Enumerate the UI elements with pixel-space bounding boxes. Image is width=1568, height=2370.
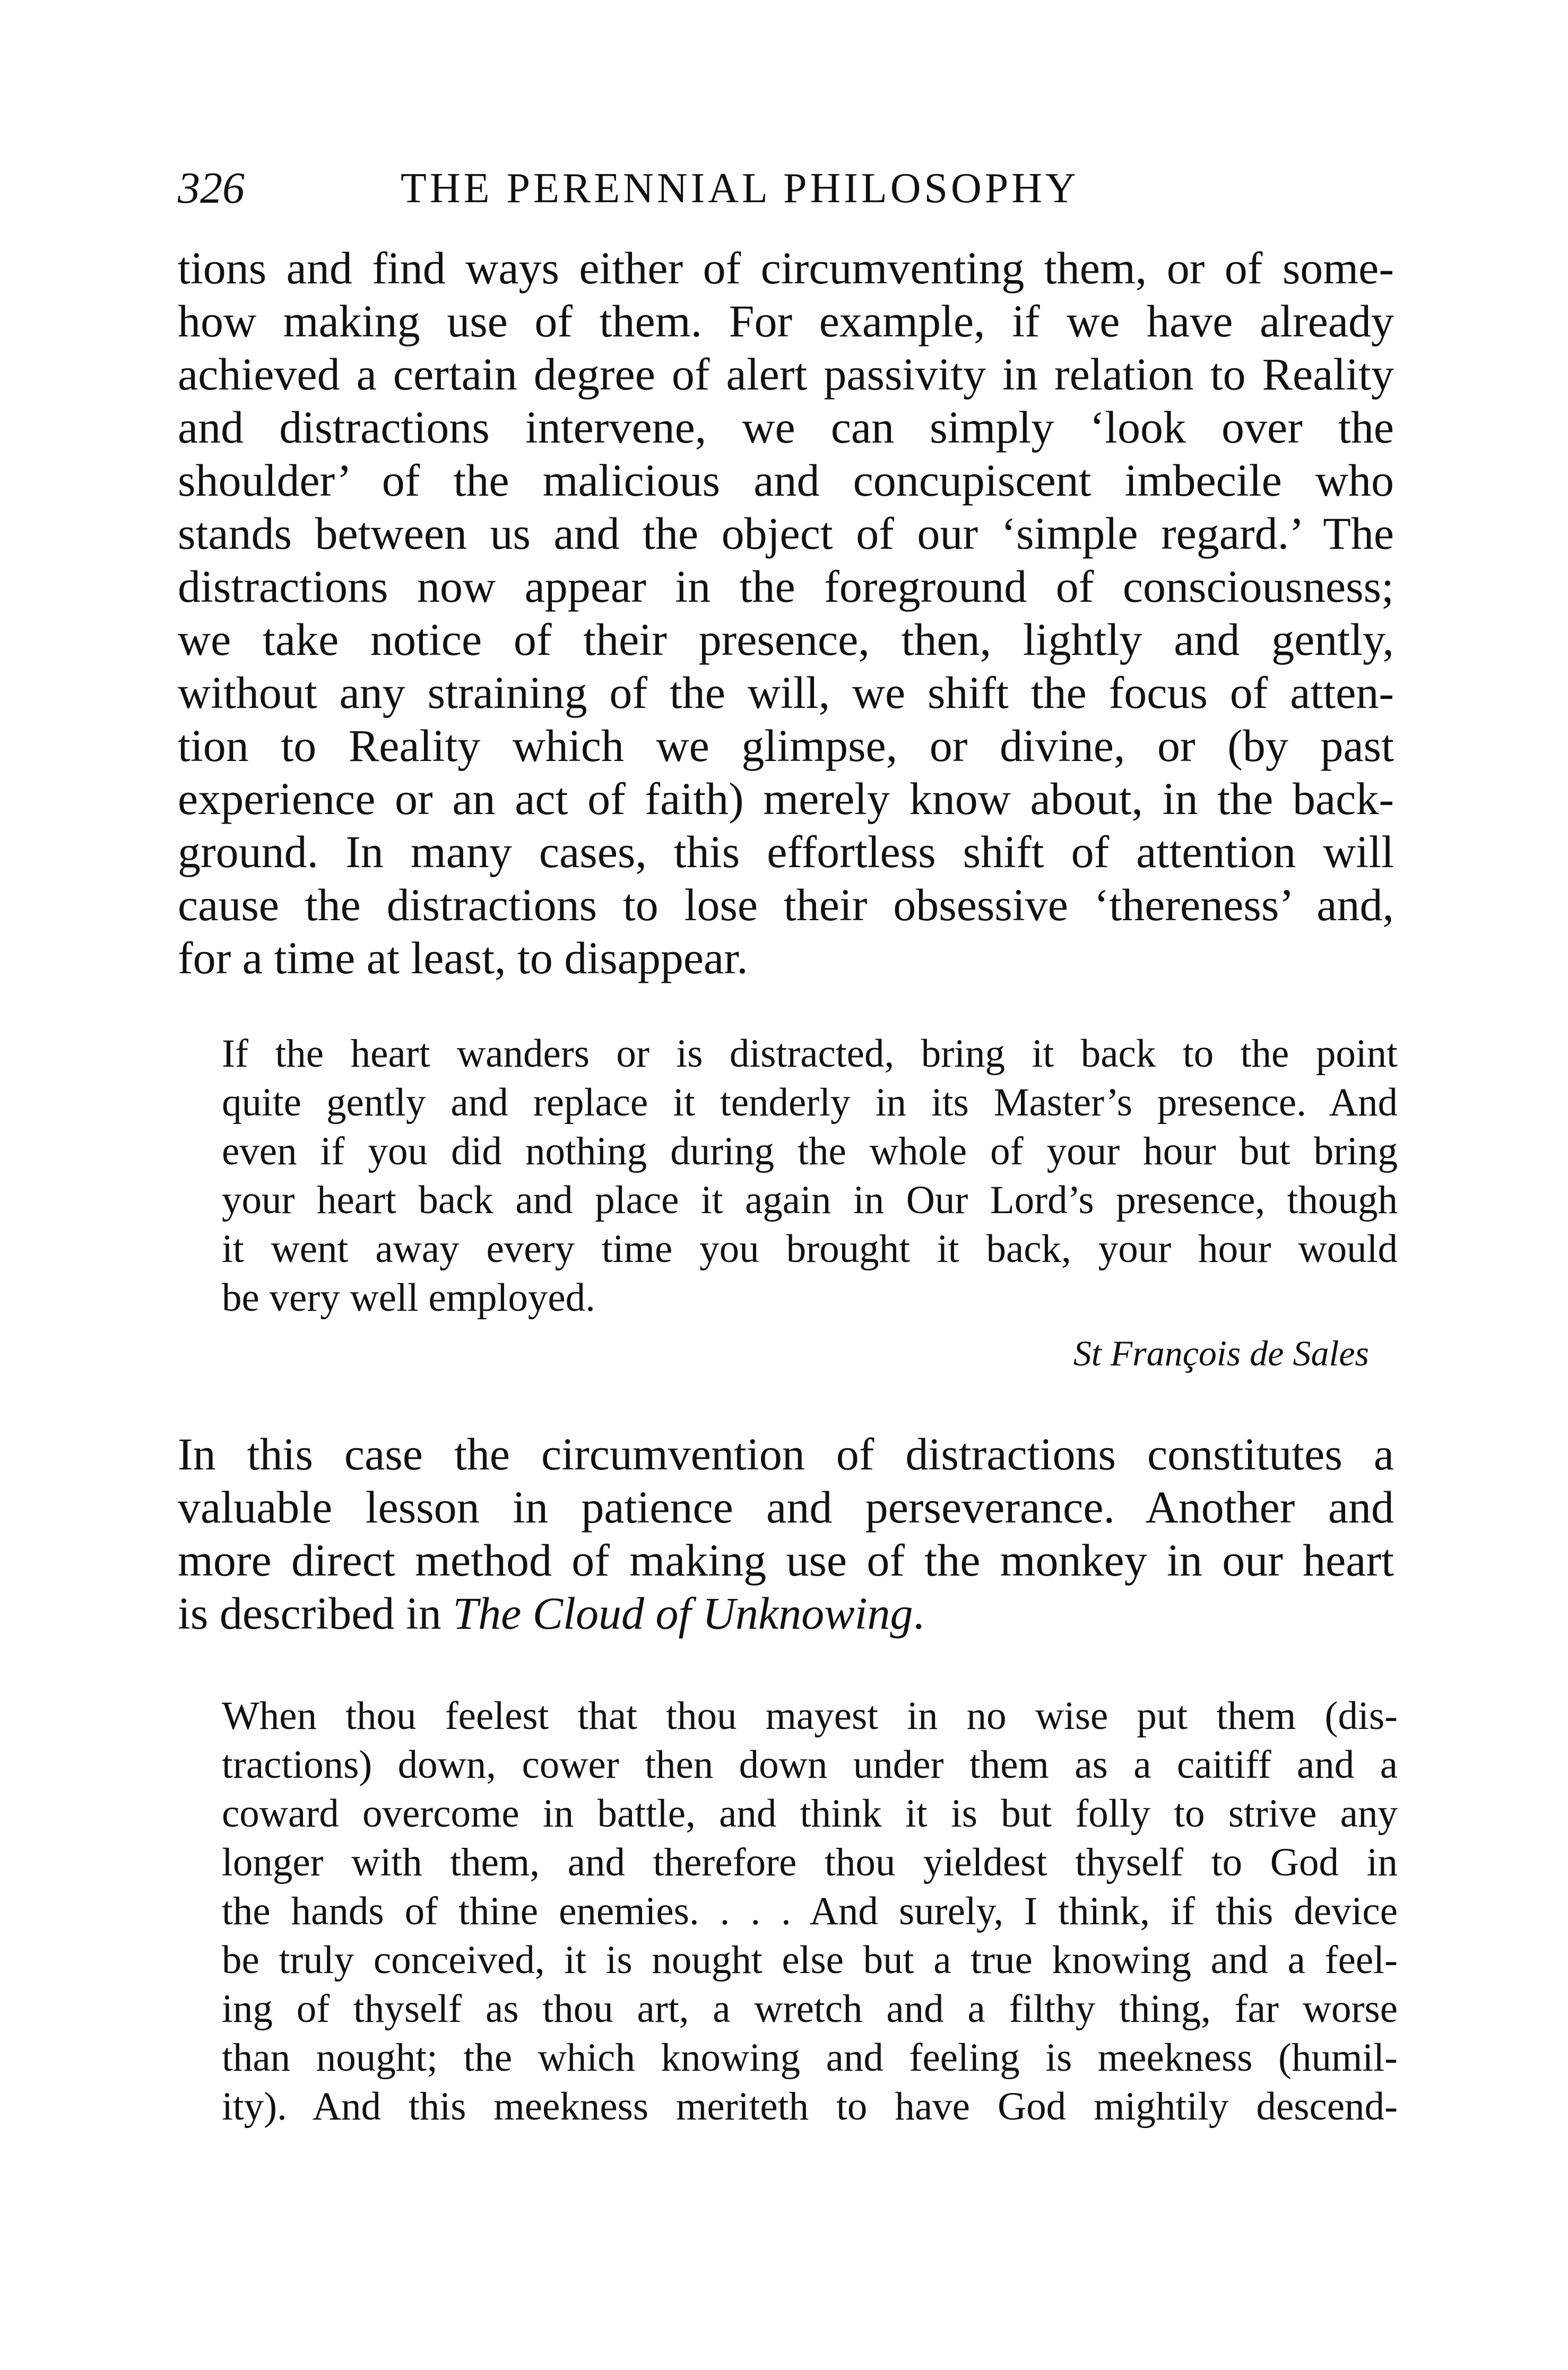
quote-line: coward overcome in battle, and think it is but folly to strive any <box>222 1792 1398 1836</box>
text-line: cause the distractions to lose their obsessive ‘thereness’ and, <box>178 879 1394 930</box>
page-header <box>178 157 1396 220</box>
running-head: THE PERENNIAL PHILOSOPHY <box>401 165 1079 212</box>
quote-line: even if you did nothing during the whole of your hour but bring <box>222 1129 1398 1173</box>
text-line: valuable lesson in patience and perseverance. Another and <box>178 1482 1394 1533</box>
text-line: tion to Reality which we glimpse, or divine, or (by past <box>178 720 1394 771</box>
text-line: how making use of them. For example, if we have already <box>178 296 1394 347</box>
quote-line: be very well employed. <box>222 1276 595 1320</box>
quote-line: the hands of thine enemies. . . . And surely, I think, if this device <box>222 1889 1398 1933</box>
text-line: without any straining of the will, we shift the focus of atten- <box>178 667 1394 718</box>
quote-line: than nought; the which knowing and feeling is meekness (humil- <box>222 2036 1398 2080</box>
quote-line: ing of thyself as thou art, a wretch and a filthy thing, far worse <box>222 1987 1398 2031</box>
text-line: experience or an act of faith) merely know about, in the back- <box>178 773 1394 824</box>
text-line: shoulder’ of the malicious and concupiscent imbecile who <box>178 455 1394 506</box>
text-line: for a time at least, to disappear. <box>178 932 748 983</box>
quote-line: be truly conceived, it is nought else but a true knowing and a feel- <box>222 1938 1398 1982</box>
quote-line: your heart back and place it again in Our Lord’s presence, though <box>222 1178 1398 1222</box>
text-line: achieved a certain degree of alert passivity in relation to Reality <box>178 349 1394 400</box>
text-line: tions and find ways either of circumventing them, or of some- <box>178 243 1394 293</box>
page-number: 326 <box>178 163 245 213</box>
text-line <box>178 1587 924 1640</box>
book-title: The Cloud of Unknowing <box>453 1588 913 1639</box>
quote-line: longer with them, and therefore thou yieldest thyself to God in <box>222 1840 1398 1884</box>
text-line: ground. In many cases, this effortless shift of attention will <box>178 826 1394 877</box>
text-fragment: is described in <box>178 1588 453 1639</box>
text-fragment: . <box>913 1588 924 1639</box>
text-line: and distractions intervene, we can simply ‘look over the <box>178 402 1394 453</box>
quote-line: it went away every time you brought it back, your hour would <box>222 1227 1398 1271</box>
quote-attribution: St François de Sales <box>1073 1333 1369 1373</box>
text-line: In this case the circumvention of distractions constitutes a <box>178 1429 1394 1480</box>
quote-line: ity). And this meekness meriteth to have God mightily descend- <box>222 2084 1398 2129</box>
quote-line: tractions) down, cower then down under them as a caitiff and a <box>222 1743 1398 1787</box>
quote-line: When thou feelest that thou mayest in no wise put them (dis- <box>222 1694 1398 1738</box>
text-line: we take notice of their presence, then, lightly and gently, <box>178 614 1394 665</box>
text-line: more direct method of making use of the monkey in our heart <box>178 1535 1394 1586</box>
quote-line: If the heart wanders or is distracted, bring it back to the point <box>222 1032 1398 1076</box>
text-line: stands between us and the object of our ‘simple regard.’ The <box>178 508 1394 559</box>
text-line: distractions now appear in the foreground of consciousness; <box>178 561 1394 612</box>
quote-line: quite gently and replace it tenderly in its Master’s presence. And <box>222 1080 1398 1125</box>
